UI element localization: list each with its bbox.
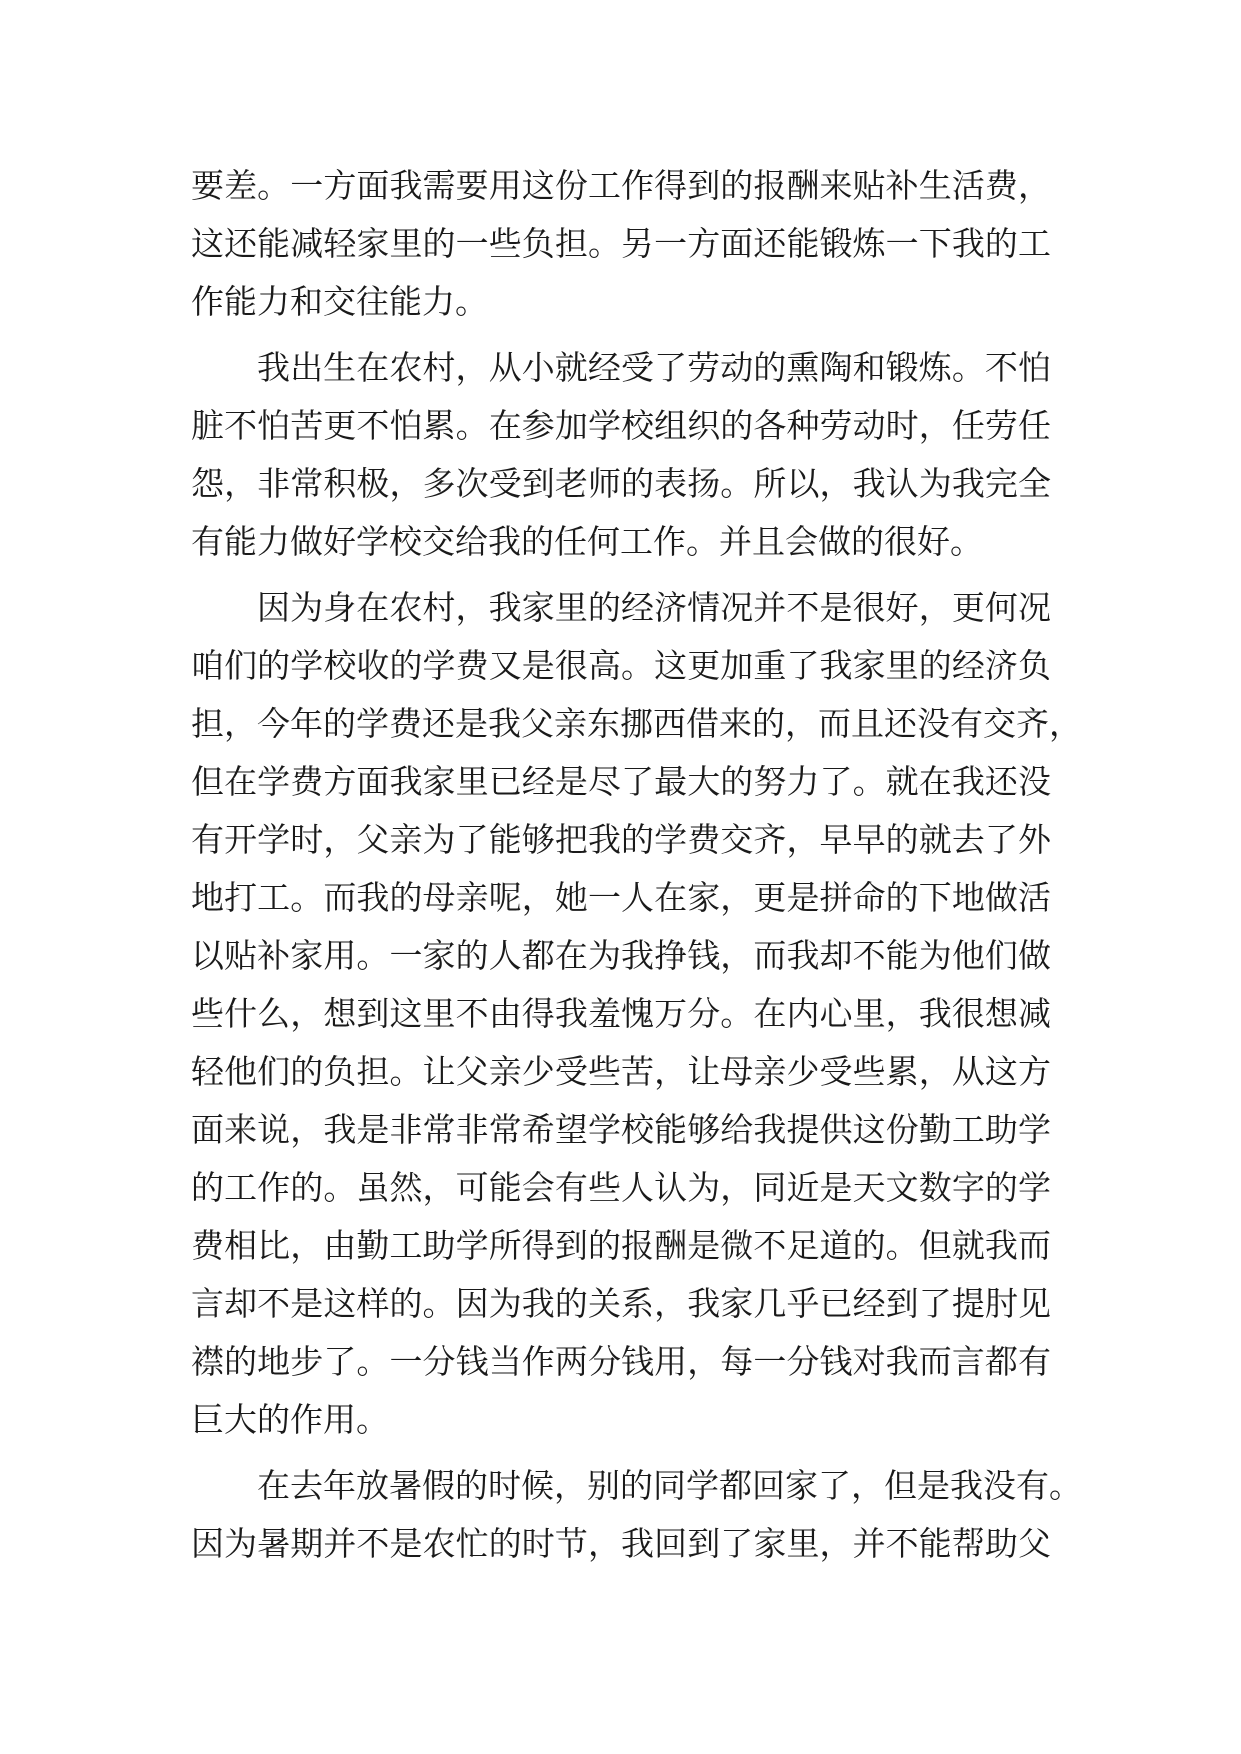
text-line: 这还能减轻家里的一些负担。另一方面还能锻炼一下我的工 <box>191 224 1051 263</box>
text-line: 轻他们的负担。让父亲少受些苦，让母亲少受些累，从这方 <box>191 1052 1051 1091</box>
paragraph-4 <box>191 1457 1082 1573</box>
text-line: 面来说，我是非常非常希望学校能够给我提供这份勤工助学 <box>191 1110 1051 1149</box>
paragraph-2 <box>191 339 1051 571</box>
text-line: 襟的地步了。一分钱当作两分钱用，每一分钱对我而言都有 <box>191 1342 1051 1381</box>
text-line: 有开学时，父亲为了能够把我的学费交齐，早早的就去了外 <box>191 820 1051 859</box>
text-line: 在去年放暑假的时候，别的同学都回家了，但是我没有。 <box>257 1466 1082 1505</box>
body-text <box>191 157 1082 1581</box>
text-line: 地打工。而我的母亲呢，她一人在家，更是拼命的下地做活 <box>191 878 1051 917</box>
text-line: 的工作的。虽然，可能会有些人认为，同近是天文数字的学 <box>191 1168 1051 1207</box>
text-line: 要差。一方面我需要用这份工作得到的报酬来贴补生活费， <box>191 166 1051 205</box>
text-line: 因为暑期并不是农忙的时节，我回到了家里，并不能帮助父 <box>191 1524 1051 1563</box>
text-line: 以贴补家用。一家的人都在为我挣钱，而我却不能为他们做 <box>191 936 1051 975</box>
text-line: 言却不是这样的。因为我的关系，我家几乎已经到了提肘见 <box>191 1284 1051 1323</box>
text-line: 我出生在农村，从小就经受了劳动的熏陶和锻炼。不怕 <box>257 348 1051 387</box>
text-line: 因为身在农村，我家里的经济情况并不是很好，更何况 <box>257 588 1051 627</box>
text-line: 巨大的作用。 <box>191 1400 389 1439</box>
text-line: 怨，非常积极，多次受到老师的表扬。所以，我认为我完全 <box>191 464 1051 503</box>
text-line: 但在学费方面我家里已经是尽了最大的努力了。就在我还没 <box>191 762 1051 801</box>
text-line: 作能力和交往能力。 <box>191 282 488 321</box>
text-line: 些什么，想到这里不由得我羞愧万分。在内心里，我很想减 <box>191 994 1051 1033</box>
paragraph-3 <box>191 579 1082 1449</box>
text-line: 有能力做好学校交给我的任何工作。并且会做的很好。 <box>191 522 983 561</box>
text-line: 费相比，由勤工助学所得到的报酬是微不足道的。但就我而 <box>191 1226 1051 1265</box>
paragraph-1 <box>191 157 1051 331</box>
text-line: 脏不怕苦更不怕累。在参加学校组织的各种劳动时，任劳任 <box>191 406 1051 445</box>
text-line: 咱们的学校收的学费又是很高。这更加重了我家里的经济负 <box>191 646 1051 685</box>
text-line: 担，今年的学费还是我父亲东挪西借来的，而且还没有交齐， <box>191 704 1082 743</box>
